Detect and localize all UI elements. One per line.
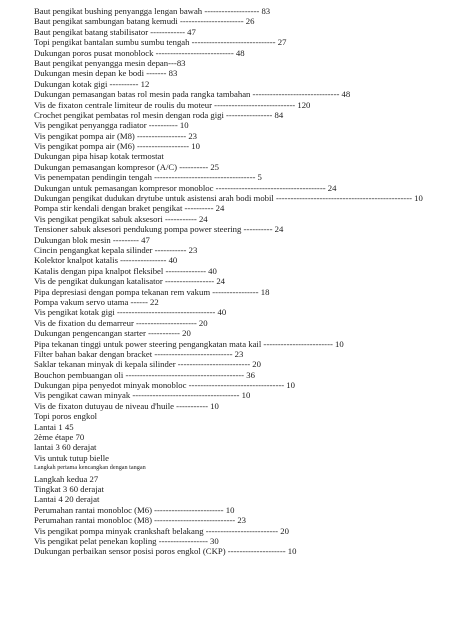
- spec-line: Tingkat 3 60 derajat: [34, 483, 104, 494]
- spec-line: Vis untuk tutup bielle: [34, 452, 110, 463]
- spec-line: Vis de fixaton dutuyau de niveau d'huile ----------- 10: [34, 400, 219, 411]
- spec-line: Baut pengikat sambungan batang kemudi ---------------------- 26: [34, 16, 255, 27]
- spec-line: Vis de fixaton centrale limiteur de roulis du moteur ---------------------------- 120: [34, 99, 311, 110]
- spec-line: Pipa depresiasi dengan pompa tekanan rem vakum ---------------- 18: [34, 286, 270, 297]
- spec-line: Crochet pengikat pembatas rol mesin dengan roda gigi ---------------- 84: [34, 109, 284, 120]
- spec-line: Cincin pengangkat kepala silinder ----------- 23: [34, 244, 198, 255]
- spec-line: Dukungan pengikat dudukan drytube untuk asistensi arah bodi mobil ----------------------------------------------- 10: [34, 193, 423, 204]
- spec-line: Pipa tekanan tinggi untuk power steering pengangkatan mata kail ------------------------ 10: [34, 338, 344, 349]
- torque-spec-list: [34, 6, 464, 557]
- spec-line: Dukungan pengencangan starter ----------- 20: [34, 328, 191, 339]
- spec-line: Vis pengikat cawan minyak ------------------------------------- 10: [34, 390, 251, 401]
- spec-line: Lantai 1 45: [34, 421, 74, 432]
- spec-line: Kolektor knalpot katalis ---------------- 40: [34, 255, 178, 266]
- spec-line: Vis pengikat pompa minyak crankshaft belakang ------------------------- 20: [34, 525, 289, 536]
- spec-line: Vis pengikat penyangga radiator ---------- 10: [34, 120, 189, 131]
- spec-line: Pompa vakum servo utama ------ 22: [34, 296, 159, 307]
- spec-line: 2ème étape 70: [34, 432, 85, 443]
- spec-line: Bouchon pembuangan oli ----------------------------------------- 36: [34, 369, 255, 380]
- spec-line: Perumahan rantai monobloc (M6) ------------------------ 10: [34, 504, 235, 515]
- spec-line: Baut pengikat penyangga mesin depan---83: [34, 57, 186, 68]
- spec-line: Dukungan untuk pemasangan kompresor monobloc -------------------------------------- 24: [34, 182, 337, 193]
- spec-line: Dukungan pipa penyedot minyak monobloc --------------------------------- 10: [34, 380, 295, 391]
- spec-line: Baut pengikat batang stabilisator ------------ 47: [34, 26, 196, 37]
- spec-line: Langkah pertama kencangkan dengan tangan: [34, 464, 146, 472]
- spec-line: Vis de fixation du demarreur --------------------- 20: [34, 317, 208, 328]
- spec-line: Vis penempatan pendingin tengah ----------------------------------- 5: [34, 172, 262, 183]
- spec-line: Dukungan pemasangan kompresor (A/C) ---------- 25: [34, 161, 220, 172]
- spec-line: Filter bahan bakar dengan bracket --------------------------- 23: [34, 348, 244, 359]
- spec-line: Topi poros engkol: [34, 411, 98, 422]
- spec-line: Tensioner sabuk aksesori pendukung pompa power steering ---------- 24: [34, 224, 284, 235]
- spec-line: Vis pengikat pelat penekan kopling ----------------- 30: [34, 535, 219, 546]
- document-page: [34, 6, 464, 557]
- spec-line: Lantai 4 20 derajat: [34, 494, 100, 505]
- spec-line: Vis pengikat pengikat sabuk aksesori ----------- 24: [34, 213, 208, 224]
- spec-line: Vis de pengikat dukungan katalisator ----------------- 24: [34, 276, 226, 287]
- spec-line: Pompa stir kendali dengan braket pengikat ---------- 24: [34, 203, 225, 214]
- spec-line: Vis pengikat pompa air (M8) ----------------- 23: [34, 130, 198, 141]
- spec-line: lantai 3 60 derajat: [34, 442, 97, 453]
- spec-line: Dukungan pipa hisap kotak termostat: [34, 151, 164, 162]
- spec-line: Dukungan perbaikan sensor posisi poros engkol (CKP) -------------------- 10: [34, 546, 297, 557]
- spec-line: Topi pengikat bantalan sumbu sumbu tengah ----------------------------- 27: [34, 37, 287, 48]
- spec-line: Dukungan mesin depan ke bodi ------- 83: [34, 68, 178, 79]
- spec-line: Dukungan poros pusat monoblock --------------------------- 48: [34, 47, 245, 58]
- spec-line: Dukungan blok mesin --------- 47: [34, 234, 150, 245]
- spec-line: Dukungan kotak gigi ---------- 12: [34, 78, 150, 89]
- spec-line: Katalis dengan pipa knalpot fleksibel -------------- 40: [34, 265, 217, 276]
- spec-line: Perumahan rantai monobloc (M8) ---------------------------- 23: [34, 515, 247, 526]
- spec-line: Baut pengikat bushing penyangga lengan bawah ------------------- 83: [34, 6, 271, 16]
- spec-line: Vis pengikat kotak gigi ---------------------------------- 40: [34, 307, 227, 318]
- spec-line: Dukungan pemasangan batas rol mesin pada rangka tambahan ------------------------------ 48: [34, 89, 351, 100]
- spec-line: Vis pengikat pompa air (M6) ------------------ 10: [34, 141, 200, 152]
- spec-line: Langkah kedua 27: [34, 473, 99, 484]
- spec-line: Saklar tekanan minyak di kepala silinder ------------------------- 20: [34, 359, 261, 370]
